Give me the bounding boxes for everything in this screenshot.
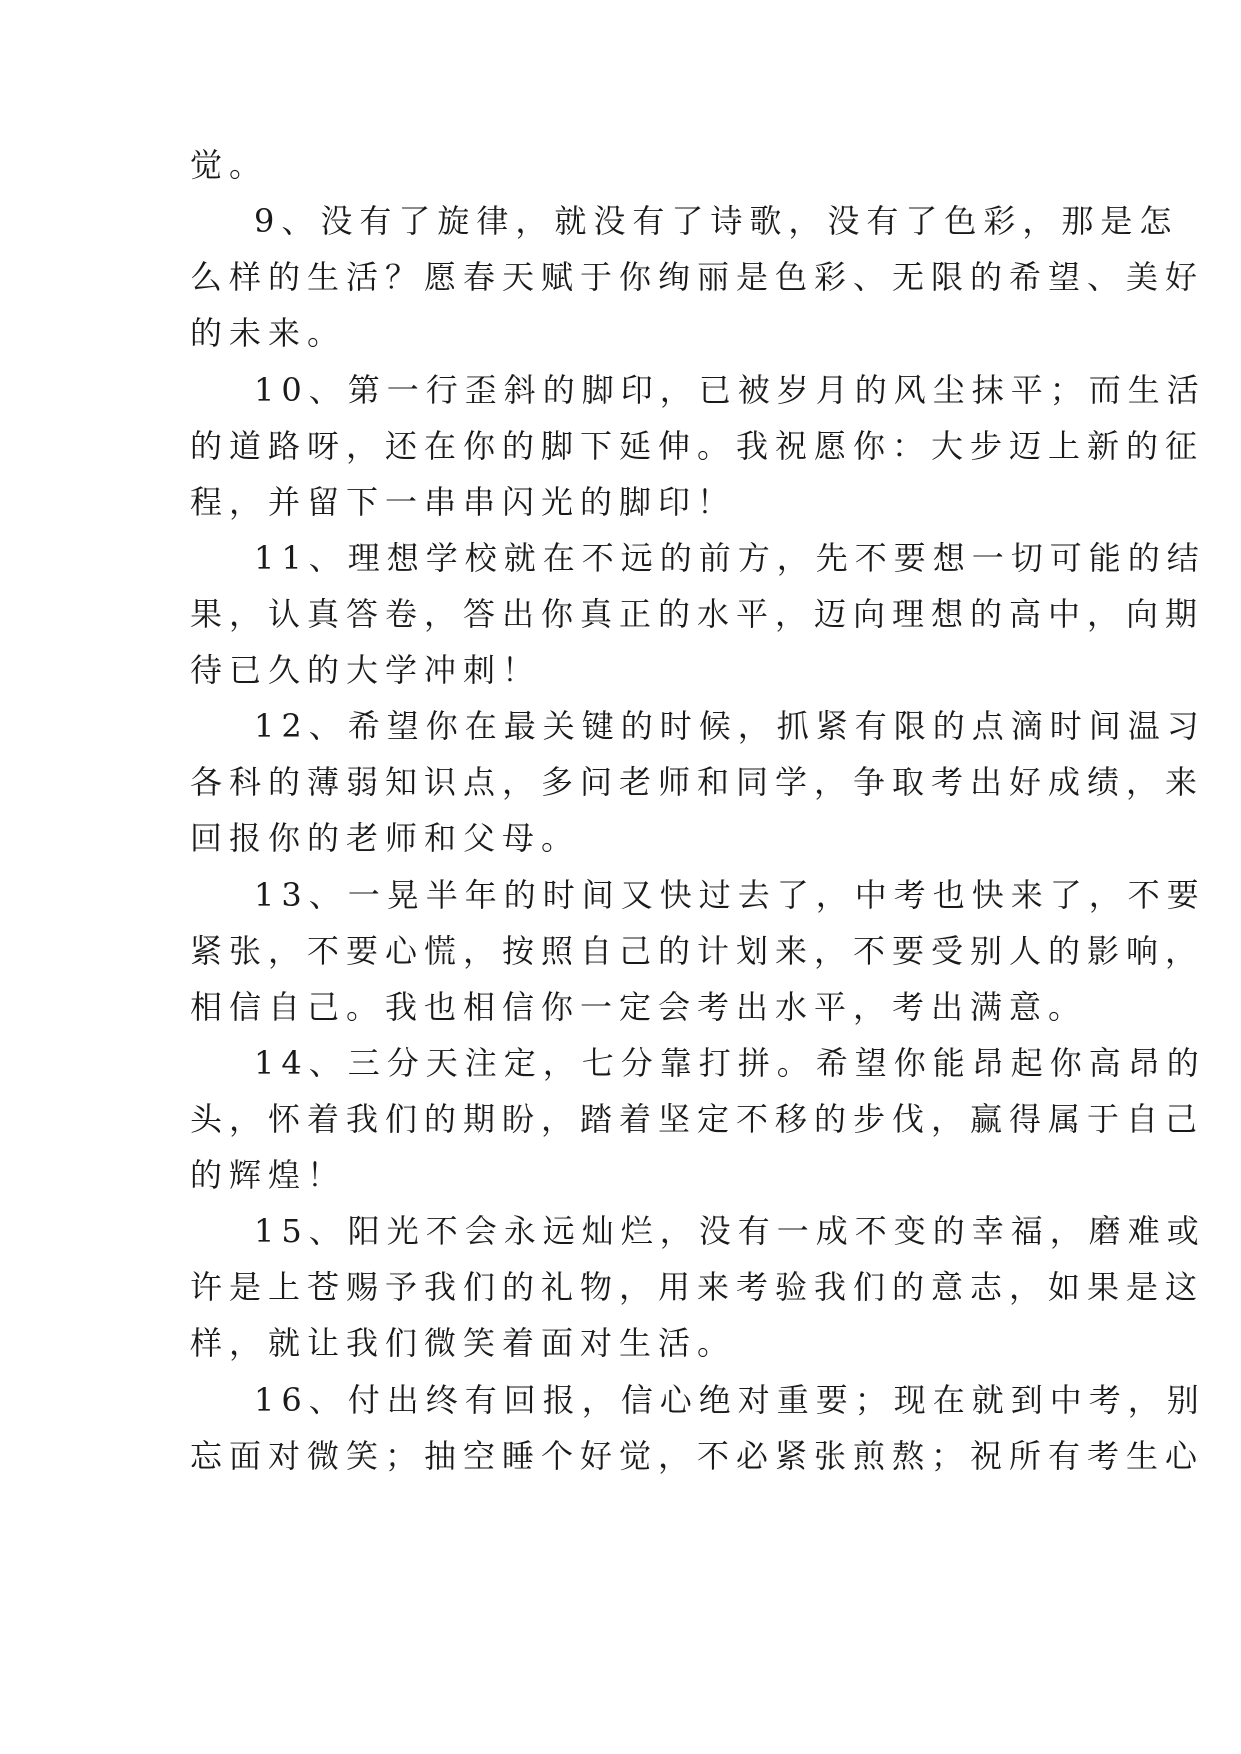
- paragraph-line: 10、第一行歪斜的脚印，已被岁月的风尘抹平；而生活: [254, 371, 1206, 409]
- paragraph-line: 的未来。: [190, 314, 347, 352]
- paragraph-line: 11、理想学校就在不远的前方，先不要想一切可能的结: [254, 539, 1206, 577]
- paragraph-line: 觉。: [190, 146, 269, 184]
- paragraph-line: 程，并留下一串串闪光的脚印！: [190, 483, 737, 521]
- paragraph-line: 头，怀着我们的期盼，踏着坚定不移的步伐，赢得属于自己: [190, 1100, 1205, 1138]
- paragraph-line: 13、一晃半年的时间又快过去了，中考也快来了，不要: [254, 876, 1206, 914]
- paragraph-line: 16、付出终有回报，信心绝对重要；现在就到中考，别: [254, 1381, 1206, 1419]
- paragraph-line: 忘面对微笑；抽空睡个好觉，不必紧张煎熬；祝所有考生心: [190, 1437, 1205, 1475]
- paragraph-line: 9、没有了旋律，就没有了诗歌，没有了色彩，那是怎: [254, 202, 1179, 240]
- paragraph-line: 回报你的老师和父母。: [190, 819, 581, 857]
- paragraph-line: 各科的薄弱知识点，多问老师和同学，争取考出好成绩，来: [190, 763, 1205, 801]
- paragraph-line: 的辉煌！: [190, 1156, 347, 1194]
- paragraph-line: 样，就让我们微笑着面对生活。: [190, 1324, 737, 1362]
- paragraph-line: 的道路呀，还在你的脚下延伸。我祝愿你：大步迈上新的征: [190, 427, 1205, 465]
- paragraph-line: 15、阳光不会永远灿烂，没有一成不变的幸福，磨难或: [254, 1212, 1206, 1250]
- paragraph-line: 么样的生活？愿春天赋于你绚丽是色彩、无限的希望、美好: [190, 258, 1205, 296]
- paragraph-line: 待已久的大学冲刺！: [190, 651, 542, 689]
- paragraph-line: 许是上苍赐予我们的礼物，用来考验我们的意志，如果是这: [190, 1268, 1205, 1306]
- paragraph-line: 14、三分天注定，七分靠打拼。希望你能昂起你高昂的: [254, 1044, 1206, 1082]
- paragraph-line: 果，认真答卷，答出你真正的水平，迈向理想的高中，向期: [190, 595, 1205, 633]
- paragraph-line: 紧张，不要心慌，按照自己的计划来，不要受别人的影响，: [190, 932, 1205, 970]
- paragraph-line: 12、希望你在最关键的时候，抓紧有限的点滴时间温习: [254, 707, 1206, 745]
- paragraph-line: 相信自己。我也相信你一定会考出水平，考出满意。: [190, 988, 1088, 1026]
